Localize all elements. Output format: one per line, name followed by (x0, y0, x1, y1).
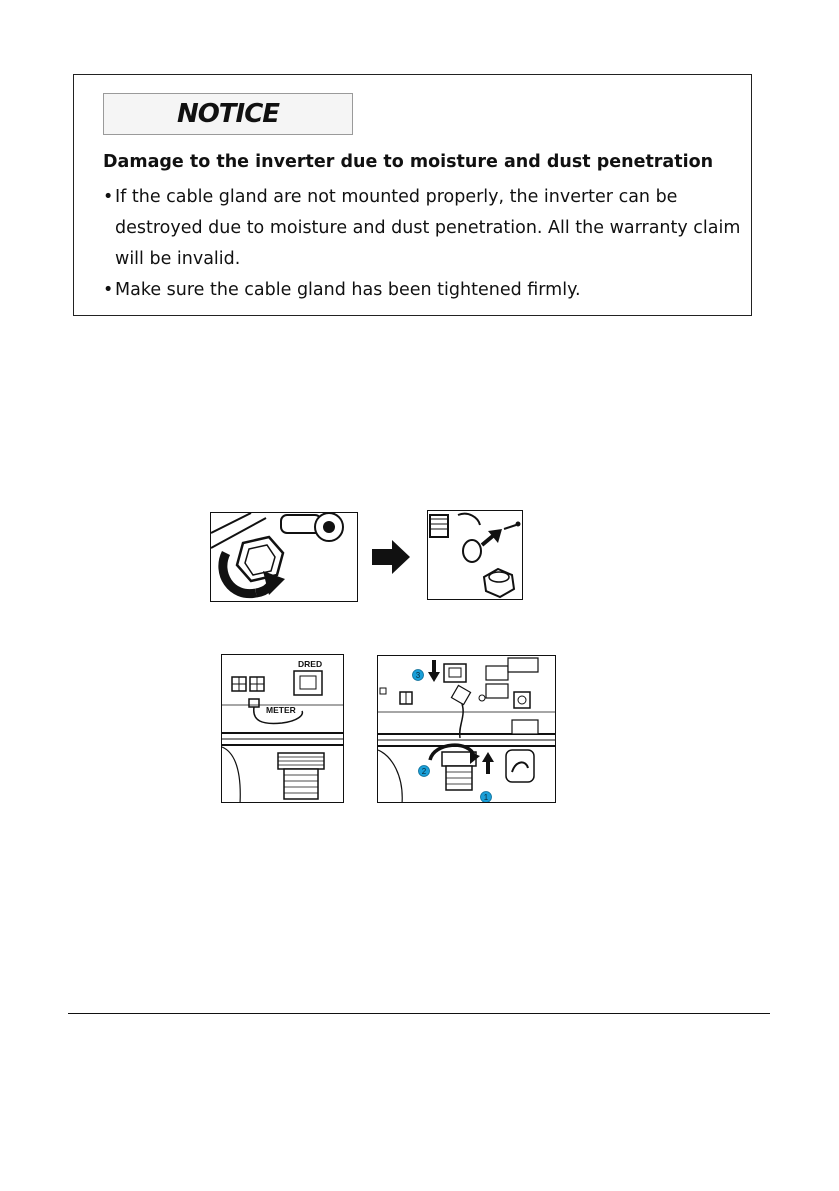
footer-rule (68, 1013, 770, 1014)
figure-meter-connection (221, 654, 344, 803)
notice-badge-label: NOTICE (176, 99, 280, 129)
notice-box (73, 74, 752, 316)
figure-remove-plug (427, 510, 523, 600)
notice-heading: Damage to the inverter due to moisture and dust penetration (103, 152, 714, 172)
notice-bullet-text: If the cable gland are not mounted properly, the inverter can be destroyed due to moisture and dust penetration. All the warranty claim will be invalid. (115, 187, 741, 269)
step-3-number: 3 (415, 671, 421, 680)
notice-bullets (103, 182, 743, 306)
step-1-number: 1 (483, 793, 489, 802)
notice-bullet (103, 182, 743, 275)
figure-unscrew-cap (210, 512, 358, 602)
right-arrow-icon (372, 540, 410, 578)
bullet-symbol: • (103, 187, 114, 207)
notice-bullet (103, 275, 743, 306)
bullet-symbol: • (103, 280, 114, 300)
dred-label: DRED (298, 659, 323, 669)
meter-label: METER (266, 705, 296, 715)
figure-dred-connection (377, 655, 556, 803)
notice-bullet-text: Make sure the cable gland has been tightened firmly. (115, 280, 581, 300)
notice-badge (103, 93, 353, 135)
step-2-number: 2 (421, 767, 427, 776)
